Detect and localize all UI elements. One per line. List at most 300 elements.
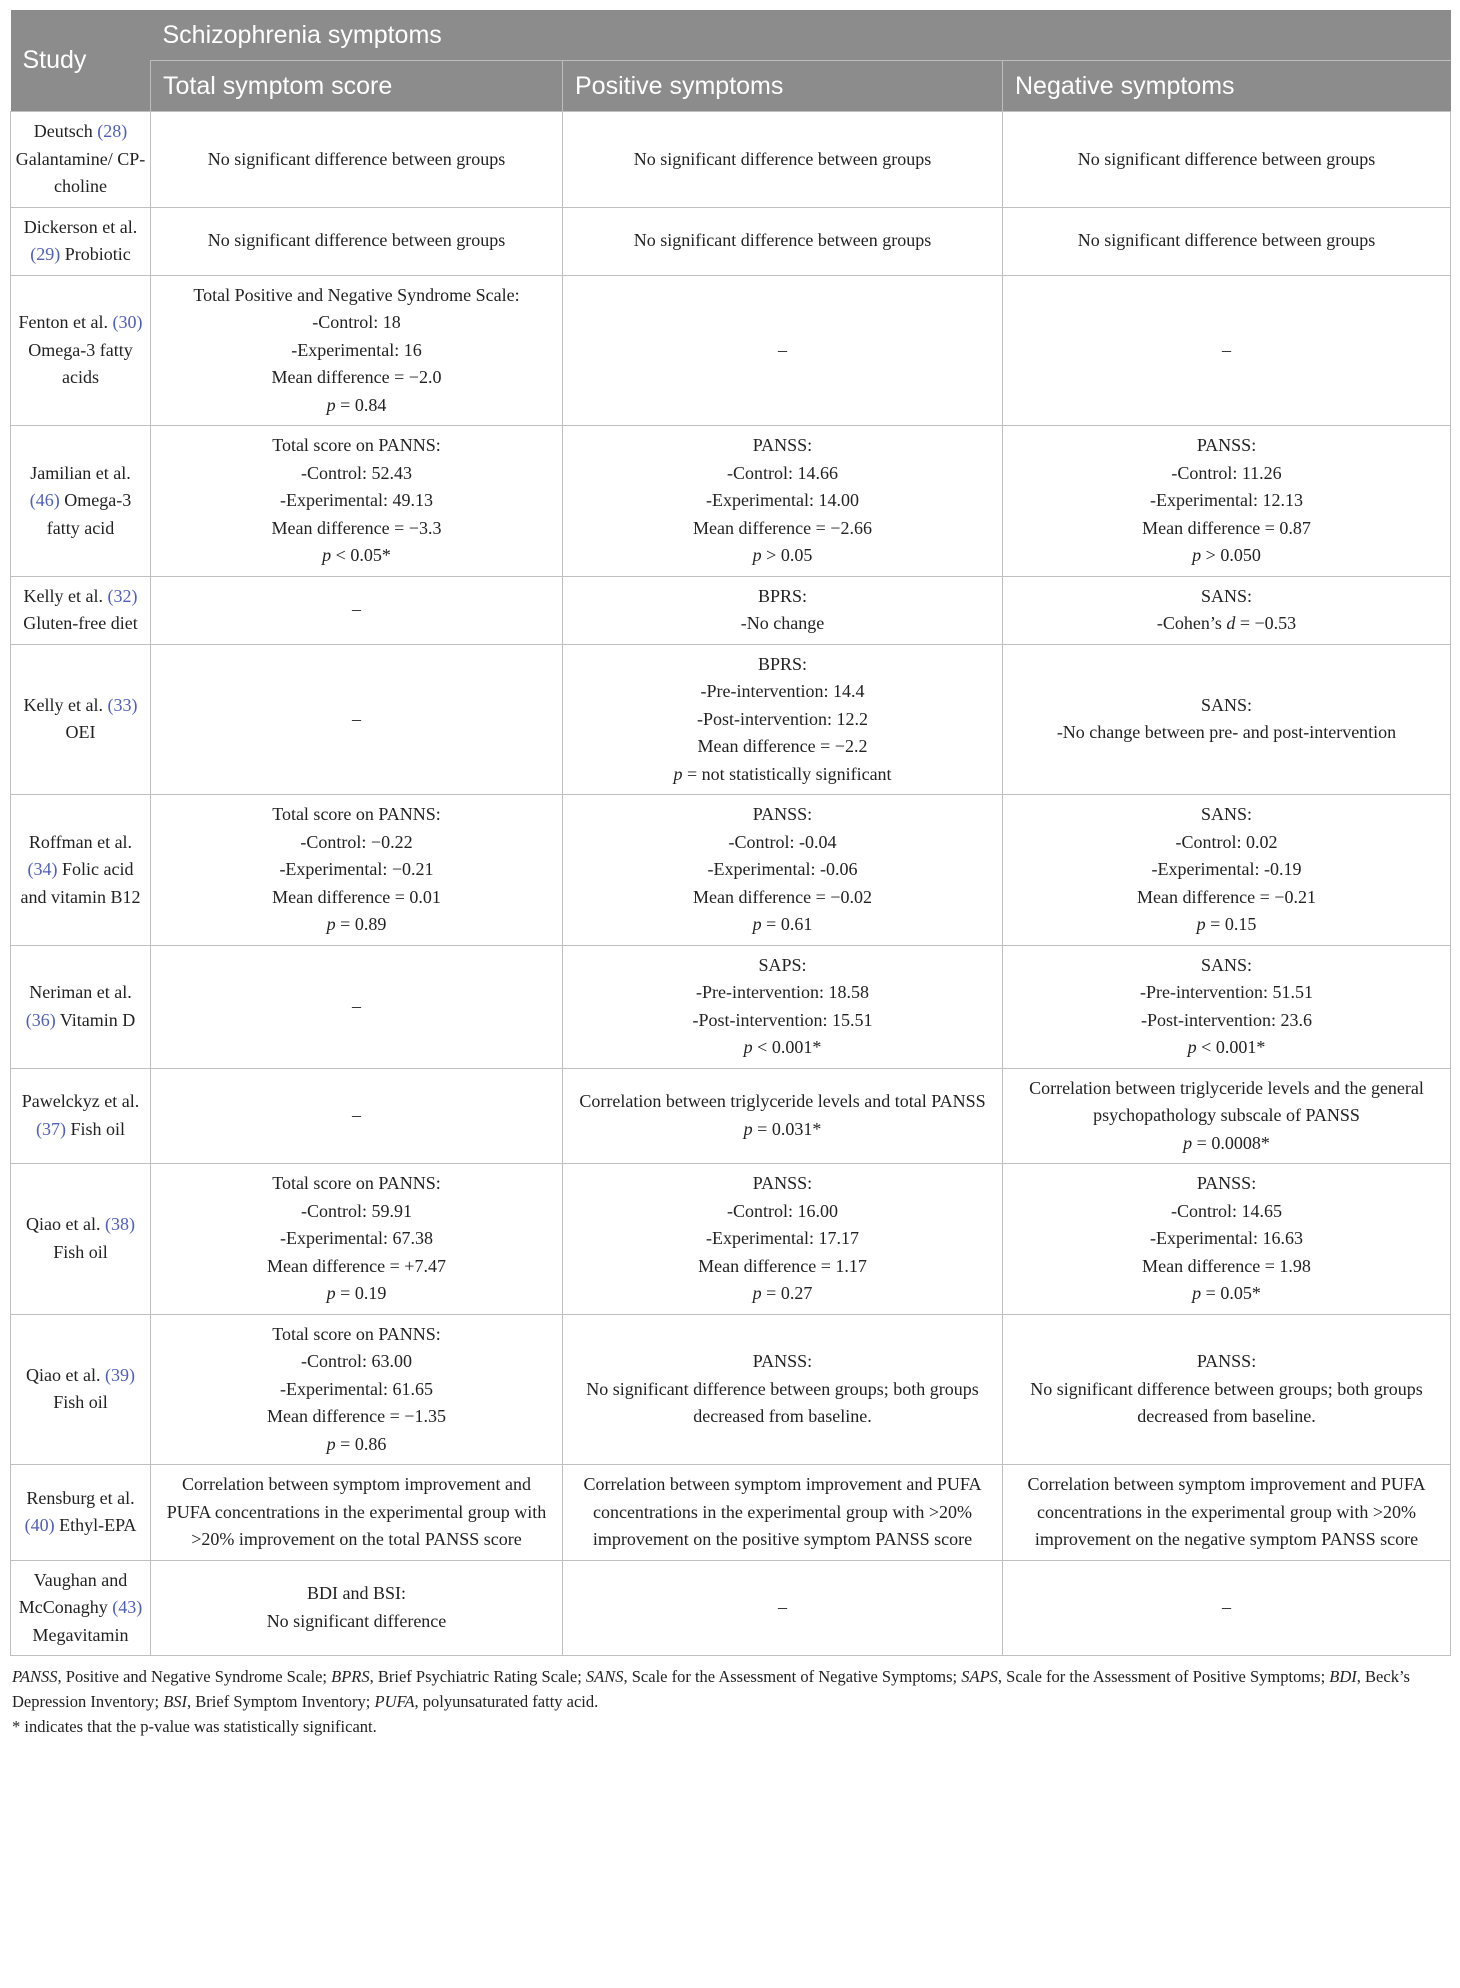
table-row — [11, 1068, 1451, 1164]
abbreviation-definition: , Positive and Negative Syndrome Scale; — [57, 1667, 332, 1686]
cell-text: -Pre-intervention: 18.58 — [696, 982, 869, 1002]
cell-line — [161, 1170, 552, 1198]
cell-text: – — [352, 708, 361, 729]
table-row — [11, 1314, 1451, 1465]
total-cell — [151, 576, 563, 644]
study-cell — [11, 644, 151, 795]
cell-line — [1013, 979, 1440, 1007]
citation-link: (39) — [104, 1364, 135, 1385]
table-row — [11, 275, 1451, 426]
cell-line — [1013, 801, 1440, 829]
cell-line — [573, 1594, 992, 1622]
cell-line — [1013, 911, 1440, 939]
cell-text: -Control: 52.43 — [301, 462, 412, 483]
cell-line — [573, 1348, 992, 1376]
cell-text: -Control: 16.00 — [727, 1200, 838, 1221]
total-cell — [151, 795, 563, 946]
positive-cell — [563, 207, 1003, 275]
cell-text: -Experimental: 67.38 — [280, 1228, 433, 1248]
table-row — [11, 1560, 1451, 1656]
cell-text: -Experimental: 17.17 — [706, 1228, 859, 1248]
cell-line — [573, 952, 992, 980]
total-cell — [151, 1164, 563, 1315]
citation-link: (32) — [107, 585, 138, 606]
cell-line — [573, 856, 992, 884]
cell-line — [1013, 583, 1440, 611]
abbreviation: PANSS — [12, 1667, 58, 1686]
p-symbol: p — [326, 394, 336, 415]
cell-line — [161, 1608, 552, 1636]
p-symbol: p — [1192, 1283, 1202, 1303]
cell-text: -Control: 14.65 — [1171, 1200, 1282, 1221]
cell-line — [1013, 856, 1440, 884]
total-cell — [151, 1560, 563, 1656]
cell-line — [573, 706, 992, 734]
cell-text: Total score on PANNS: — [272, 804, 441, 824]
cell-text: No significant difference between groups — [207, 230, 506, 251]
cell-line — [1013, 829, 1440, 857]
total-cell — [151, 644, 563, 795]
cell-text: -Experimental: -0.06 — [707, 859, 858, 879]
cell-line — [161, 856, 552, 884]
citation-link: (34) — [27, 859, 58, 879]
cell-text: -Experimental: 16.63 — [1150, 1228, 1303, 1248]
cell-text: No significant difference — [266, 1610, 447, 1631]
total-cell — [151, 945, 563, 1068]
cell-line — [161, 911, 552, 939]
abbreviation: SANS — [585, 1667, 624, 1686]
intervention-name: Probiotic — [60, 244, 131, 264]
citation-link: (38) — [104, 1214, 135, 1235]
citation-link: (30) — [112, 312, 143, 332]
study-name: Neriman et al. — [29, 982, 132, 1002]
cell-line — [1013, 1225, 1440, 1253]
cell-line — [1013, 952, 1440, 980]
cell-text: -Experimental: 16 — [291, 339, 422, 360]
header-schizophrenia-symptoms: Schizophrenia symptoms — [151, 10, 1451, 61]
cell-text: -Control: −0.22 — [300, 831, 413, 852]
study-name: Roffman et al. — [28, 831, 133, 852]
cell-line — [161, 146, 552, 174]
cell-text: SANS: — [1200, 694, 1253, 715]
cell-line — [161, 364, 552, 392]
cell-line — [161, 1403, 552, 1431]
cell-line — [573, 227, 992, 255]
italic-symbol: d — [1226, 613, 1236, 633]
cell-text: No significant difference between groups — [633, 148, 932, 169]
cell-text: PANSS: — [752, 435, 813, 455]
total-cell — [151, 1314, 563, 1465]
abbreviation: BPRS — [331, 1667, 370, 1686]
cell-line — [1013, 542, 1440, 570]
cell-line — [573, 884, 992, 912]
cell-text: -No change between pre- and post-intervention — [1056, 722, 1397, 743]
cell-line — [161, 1431, 552, 1459]
positive-cell — [563, 576, 1003, 644]
p-symbol: p — [743, 1118, 753, 1139]
citation-link: (29) — [30, 244, 61, 264]
citation-link: (46) — [29, 490, 60, 510]
abbreviation-definition: , Scale for the Assessment of Positive Symptoms; — [997, 1667, 1330, 1686]
cell-text: -Pre-intervention: 14.4 — [700, 681, 865, 701]
study-cell — [11, 1164, 151, 1315]
cell-line — [573, 487, 992, 515]
cell-line — [573, 1116, 992, 1144]
cell-text: Mean difference = 0.87 — [1142, 517, 1311, 538]
p-symbol: p — [673, 763, 683, 784]
cell-line — [573, 761, 992, 789]
cell-text: PANSS: — [1196, 435, 1257, 455]
intervention-name: Fish oil — [53, 1241, 108, 1262]
cell-line — [161, 706, 552, 734]
intervention-name: Fish oil — [53, 1392, 108, 1413]
positive-cell — [563, 644, 1003, 795]
cell-text: No significant difference between groups — [1077, 230, 1376, 251]
cell-line — [573, 432, 992, 460]
study-name: Kelly et al. — [23, 694, 108, 715]
p-symbol: p — [322, 545, 332, 565]
cell-text: Correlation between symptom improvement and PUFA concentrations in the experimental group with >20% improvement on the total PANSS score — [166, 1474, 547, 1549]
cell-line — [1013, 487, 1440, 515]
cell-text: Mean difference = −2.66 — [693, 517, 872, 538]
negative-cell — [1003, 1164, 1451, 1315]
total-cell — [151, 426, 563, 577]
cell-text: -Control: 0.02 — [1175, 831, 1278, 852]
header-negative-symptoms: Negative symptoms — [1003, 61, 1451, 112]
study-name: Deutsch — [33, 121, 98, 141]
cell-text: SANS: — [1200, 585, 1253, 606]
cell-text: -Post-intervention: 12.2 — [697, 708, 868, 729]
cell-line — [1013, 884, 1440, 912]
cell-text: = 0.86 — [335, 1433, 387, 1454]
cell-line — [161, 1376, 552, 1404]
cell-text: -Cohen’s — [1156, 613, 1227, 633]
abbreviation: BDI — [1329, 1667, 1357, 1686]
cell-line — [161, 1321, 552, 1349]
cell-text: -Post-intervention: 23.6 — [1141, 1009, 1312, 1030]
negative-cell — [1003, 1560, 1451, 1656]
p-symbol: p — [326, 1433, 336, 1454]
cell-line — [573, 1471, 992, 1554]
cell-line — [161, 460, 552, 488]
cell-line — [573, 1088, 992, 1116]
abbreviation-definition: , Scale for the Assessment of Negative Symptoms; — [623, 1667, 962, 1686]
cell-line — [573, 1198, 992, 1226]
cell-line — [573, 651, 992, 679]
cell-text: = 0.031* — [752, 1118, 822, 1139]
cell-text: – — [778, 1597, 787, 1617]
cell-text: = 0.05* — [1201, 1283, 1261, 1303]
cell-text: = 0.89 — [335, 914, 387, 934]
study-name: Fenton et al. — [18, 312, 113, 332]
p-symbol: p — [326, 914, 336, 934]
cell-text: No significant difference between groups; both groups decreased from baseline. — [586, 1378, 979, 1426]
cell-line — [1013, 1471, 1440, 1554]
positive-cell — [563, 1164, 1003, 1315]
study-name: Qiao et al. — [26, 1364, 105, 1385]
cell-text: Correlation between triglyceride levels and the general psychopathology subscale of PANSS — [1029, 1077, 1424, 1125]
cell-text: < 0.001* — [752, 1037, 822, 1057]
study-cell — [11, 945, 151, 1068]
cell-line — [1013, 337, 1440, 365]
cell-text: -Post-intervention: 15.51 — [692, 1009, 873, 1030]
cell-line — [161, 1225, 552, 1253]
table-row — [11, 945, 1451, 1068]
negative-cell — [1003, 207, 1451, 275]
cell-line — [573, 460, 992, 488]
intervention-name: Gluten-free diet — [23, 613, 138, 633]
cell-text: PANSS: — [1196, 1173, 1257, 1193]
table-row — [11, 207, 1451, 275]
citation-link: (37) — [35, 1118, 66, 1139]
cell-line — [573, 337, 992, 365]
p-symbol: p — [326, 1283, 336, 1303]
cell-text: BPRS: — [757, 653, 808, 674]
cell-text: Correlation between triglyceride levels and total PANSS — [579, 1091, 986, 1112]
study-cell — [11, 426, 151, 577]
abbreviation-definition: , polyunsaturated fatty acid. — [414, 1692, 599, 1711]
cell-line — [1013, 719, 1440, 747]
total-cell — [151, 112, 563, 208]
results-table — [10, 10, 1451, 1656]
p-symbol: p — [752, 545, 762, 565]
cell-text: Mean difference = +7.47 — [267, 1255, 446, 1276]
cell-text: SANS: — [1200, 954, 1253, 975]
study-cell — [11, 275, 151, 426]
cell-line — [1013, 1170, 1440, 1198]
cell-text: – — [1222, 1597, 1231, 1617]
table-row — [11, 1164, 1451, 1315]
cell-line — [1013, 1253, 1440, 1281]
cell-text: -Experimental: 61.65 — [280, 1378, 433, 1399]
cell-line — [161, 282, 552, 310]
cell-line — [1013, 515, 1440, 543]
cell-text: – — [352, 599, 361, 620]
cell-text: Total score on PANNS: — [272, 1173, 441, 1193]
cell-line — [1013, 610, 1440, 638]
cell-line — [161, 993, 552, 1021]
cell-text: No significant difference between groups — [1077, 148, 1376, 169]
cell-line — [1013, 1348, 1440, 1376]
citation-link: (28) — [97, 121, 128, 141]
cell-line — [1013, 432, 1440, 460]
table-row — [11, 576, 1451, 644]
citation-link: (43) — [112, 1597, 143, 1617]
cell-line — [573, 515, 992, 543]
intervention-name: Omega-3 fatty acids — [28, 339, 133, 387]
cell-text: Mean difference = −0.21 — [1137, 886, 1316, 907]
cell-text: -Control: 59.91 — [301, 1200, 412, 1221]
cell-text: = 0.0008* — [1192, 1132, 1270, 1153]
negative-cell — [1003, 112, 1451, 208]
cell-line — [573, 542, 992, 570]
p-symbol: p — [1183, 1132, 1193, 1153]
cell-text: -Pre-intervention: 51.51 — [1140, 982, 1313, 1002]
study-cell — [11, 1465, 151, 1561]
cell-text: – — [1222, 339, 1231, 360]
table-row — [11, 112, 1451, 208]
cell-text: Mean difference = −3.3 — [271, 517, 442, 538]
cell-text: Mean difference = −2.0 — [271, 367, 442, 387]
study-cell — [11, 207, 151, 275]
cell-line — [573, 678, 992, 706]
cell-text: = 0.61 — [761, 914, 813, 934]
positive-cell — [563, 1465, 1003, 1561]
positive-cell — [563, 945, 1003, 1068]
cell-line — [573, 733, 992, 761]
cell-text: PANSS: — [752, 1351, 813, 1371]
negative-cell — [1003, 795, 1451, 946]
cell-line — [1013, 1594, 1440, 1622]
cell-line — [573, 1007, 992, 1035]
total-cell — [151, 1068, 563, 1164]
intervention-name: Galantamine/ CP-choline — [15, 148, 146, 196]
cell-text: -Experimental: 12.13 — [1150, 490, 1303, 510]
cell-text: PANSS: — [752, 804, 813, 824]
cell-text: -No change — [740, 613, 825, 633]
abbreviation-definition: , Brief Psychiatric Rating Scale; — [369, 1667, 586, 1686]
cell-text: PANSS: — [1196, 1351, 1257, 1371]
cell-text: Correlation between symptom improvement and PUFA concentrations in the experimental group with >20% improvement on the positive symptom PANSS score — [583, 1474, 982, 1549]
table-footnotes — [10, 1664, 1450, 1739]
study-name: Jamilian et al. — [30, 462, 131, 483]
cell-line — [573, 1034, 992, 1062]
table-row — [11, 644, 1451, 795]
table-row — [11, 1465, 1451, 1561]
abbreviations-footnote — [12, 1664, 1450, 1714]
cell-line — [1013, 1075, 1440, 1130]
cell-line — [1013, 1280, 1440, 1308]
abbreviation: BSI — [163, 1692, 188, 1711]
cell-line — [161, 1471, 552, 1554]
cell-line — [573, 1170, 992, 1198]
cell-text: Mean difference = −2.2 — [697, 736, 868, 756]
cell-text: Mean difference = 1.17 — [698, 1255, 867, 1276]
cell-line — [161, 1280, 552, 1308]
header-positive-symptoms: Positive symptoms — [563, 61, 1003, 112]
negative-cell — [1003, 1314, 1451, 1465]
cell-text: -Experimental: -0.19 — [1151, 859, 1302, 879]
cell-text: < 0.001* — [1196, 1037, 1266, 1057]
citation-link: (33) — [107, 694, 138, 715]
total-cell — [151, 275, 563, 426]
cell-line — [161, 392, 552, 420]
abbreviation: PUFA — [374, 1692, 415, 1711]
cell-line — [161, 227, 552, 255]
study-cell — [11, 576, 151, 644]
cell-line — [161, 515, 552, 543]
cell-text: = 0.27 — [761, 1283, 813, 1303]
table-figure — [10, 10, 1450, 1739]
cell-text: Mean difference = −1.35 — [267, 1406, 446, 1426]
cell-line — [161, 1253, 552, 1281]
negative-cell — [1003, 576, 1451, 644]
p-symbol: p — [752, 1283, 762, 1303]
cell-line — [1013, 1034, 1440, 1062]
cell-text: PANSS: — [752, 1173, 813, 1193]
p-symbol: p — [743, 1037, 753, 1057]
cell-line — [161, 1102, 552, 1130]
cell-text: -Control: 63.00 — [301, 1351, 412, 1371]
cell-text: = −0.53 — [1235, 613, 1297, 633]
cell-text: -Experimental: 14.00 — [706, 490, 859, 510]
cell-text: = 0.15 — [1205, 914, 1257, 934]
study-cell — [11, 795, 151, 946]
cell-text: – — [352, 1105, 361, 1125]
p-symbol: p — [1187, 1037, 1197, 1057]
cell-line — [573, 1253, 992, 1281]
table-body — [11, 112, 1451, 1656]
significance-footnote: * indicates that the p-value was statistically significant. — [12, 1717, 377, 1736]
cell-text: No significant difference between groups — [207, 148, 506, 169]
abbreviation-definition: , Brief Symptom Inventory; — [187, 1692, 375, 1711]
cell-line — [573, 911, 992, 939]
cell-text: No significant difference between groups; both groups decreased from baseline. — [1030, 1378, 1423, 1426]
positive-cell — [563, 1314, 1003, 1465]
cell-line — [161, 596, 552, 624]
cell-text: -Experimental: −0.21 — [279, 859, 434, 879]
cell-line — [161, 432, 552, 460]
intervention-name: Ethyl-EPA — [54, 1515, 137, 1536]
cell-text: = 0.19 — [335, 1283, 387, 1303]
abbreviation: SAPS — [961, 1667, 998, 1686]
p-symbol: p — [1192, 545, 1202, 565]
cell-line — [1013, 1198, 1440, 1226]
citation-link: (36) — [25, 1009, 56, 1030]
cell-text: SAPS: — [758, 954, 807, 975]
cell-line — [161, 801, 552, 829]
p-symbol: p — [1196, 914, 1206, 934]
cell-line — [1013, 460, 1440, 488]
cell-text: > 0.050 — [1201, 545, 1261, 565]
cell-line — [161, 1348, 552, 1376]
cell-text: Correlation between symptom improvement and PUFA concentrations in the experimental group with >20% improvement on the negative symptom PANSS score — [1027, 1474, 1426, 1549]
cell-text: Mean difference = −0.02 — [693, 886, 872, 907]
intervention-name: OEI — [65, 722, 96, 743]
study-name: Rensburg et al. — [26, 1487, 135, 1508]
intervention-name: Folic acid and vitamin B12 — [20, 859, 141, 907]
cell-line — [573, 610, 992, 638]
study-name: Vaughan and McConaghy — [18, 1569, 128, 1617]
cell-line — [161, 487, 552, 515]
cell-text: Total Positive and Negative Syndrome Scale: — [193, 284, 520, 305]
total-cell — [151, 207, 563, 275]
positive-cell — [563, 1560, 1003, 1656]
intervention-name: Megavitamin — [32, 1624, 129, 1645]
intervention-name: Omega-3 fatty acid — [46, 490, 132, 538]
cell-line — [1013, 1007, 1440, 1035]
cell-line — [161, 309, 552, 337]
cell-line — [1013, 227, 1440, 255]
intervention-name: Fish oil — [65, 1118, 126, 1139]
cell-line — [573, 146, 992, 174]
cell-line — [161, 542, 552, 570]
table-row — [11, 426, 1451, 577]
cell-text: Total score on PANNS: — [272, 435, 441, 455]
cell-line — [161, 884, 552, 912]
study-name: Qiao et al. — [26, 1214, 105, 1235]
negative-cell — [1003, 1465, 1451, 1561]
cell-line — [573, 1376, 992, 1431]
study-cell — [11, 1314, 151, 1465]
negative-cell — [1003, 644, 1451, 795]
cell-text: Total score on PANNS: — [272, 1323, 441, 1344]
cell-line — [573, 801, 992, 829]
total-cell — [151, 1465, 563, 1561]
cell-line — [573, 1280, 992, 1308]
cell-line — [1013, 1130, 1440, 1158]
cell-text: Mean difference = 0.01 — [272, 886, 441, 907]
